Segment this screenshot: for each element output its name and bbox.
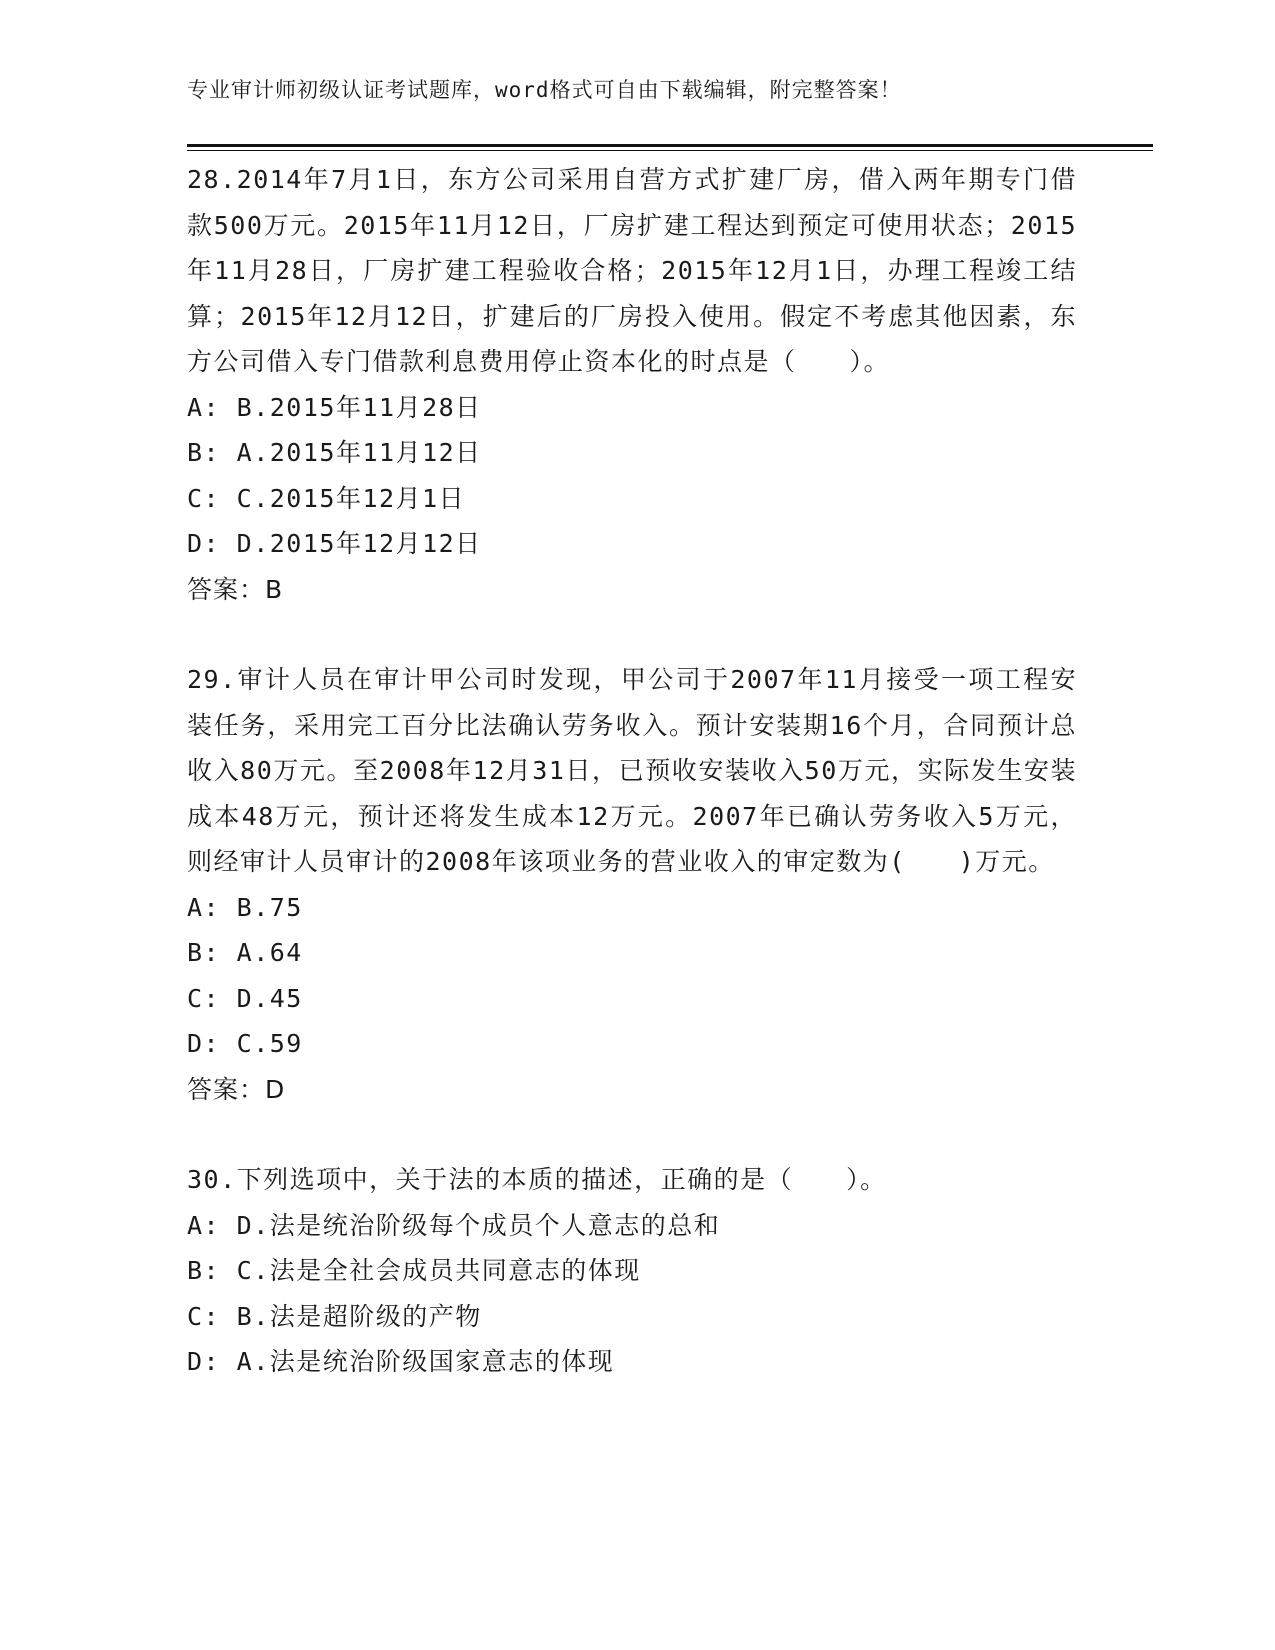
option-d: D: C.59	[187, 1029, 303, 1058]
question-text: 30.下列选项中，关于法的本质的描述，正确的是（ ）。	[187, 1165, 887, 1194]
option-c: C: B.法是超阶级的产物	[187, 1301, 482, 1331]
option-b: B: A.2015年11月12日	[187, 438, 482, 467]
page-header: 专业审计师初级认证考试题库，word格式可自由下载编辑，附完整答案！	[187, 78, 902, 102]
option-c: C: C.2015年12月1日	[187, 483, 466, 513]
option-a: A: B.2015年11月28日	[187, 392, 482, 422]
option-a: A: D.法是统治阶级每个成员个人意志的总和	[187, 1210, 721, 1240]
question-29	[187, 657, 1087, 1112]
header-divider-thick	[187, 144, 1153, 147]
option-d: D: D.2015年12月12日	[187, 529, 482, 558]
question-list	[187, 157, 1087, 1385]
option-d: D: A.法是统治阶级国家意志的体现	[187, 1347, 615, 1376]
question-28	[187, 157, 1087, 612]
question-30	[187, 1157, 1087, 1385]
header-divider-thin	[187, 150, 1153, 151]
question-text: 29.审计人员在审计甲公司时发现，甲公司于2007年11月接受一项工程安装任务，采用完工百分比法确认劳务收入。预计安装期16个月，合同预计总收入80万元。至2008年12月31日，已预收安装收入50万元，实际发生安装成本48万元，预计还将发生成本12万元。2007年已确认劳务收入5万元，则经审计人员审计的2008年该项业务的营业收入的审定数为( )万元。	[187, 665, 1077, 876]
option-a: A: B.75	[187, 892, 303, 922]
option-c: C: D.45	[187, 983, 303, 1013]
spacer	[187, 1112, 1087, 1157]
answer-line: 答案：B	[187, 574, 284, 604]
question-text: 28.2014年7月1日，东方公司采用自营方式扩建厂房，借入两年期专门借款500万元。2015年11月12日，厂房扩建工程达到预定可使用状态；2015年11月28日，厂房扩建工程验收合格；2015年12月1日，办理工程竣工结算；2015年12月12日，扩建后的厂房投入使用。假定不考虑其他因素，东方公司借入专门借款利息费用停止资本化的时点是（ ）。	[187, 165, 1077, 376]
option-b: B: C.法是全社会成员共同意志的体现	[187, 1256, 641, 1285]
answer-line: 答案：D	[187, 1074, 286, 1104]
spacer	[187, 612, 1087, 657]
option-b: B: A.64	[187, 938, 303, 967]
